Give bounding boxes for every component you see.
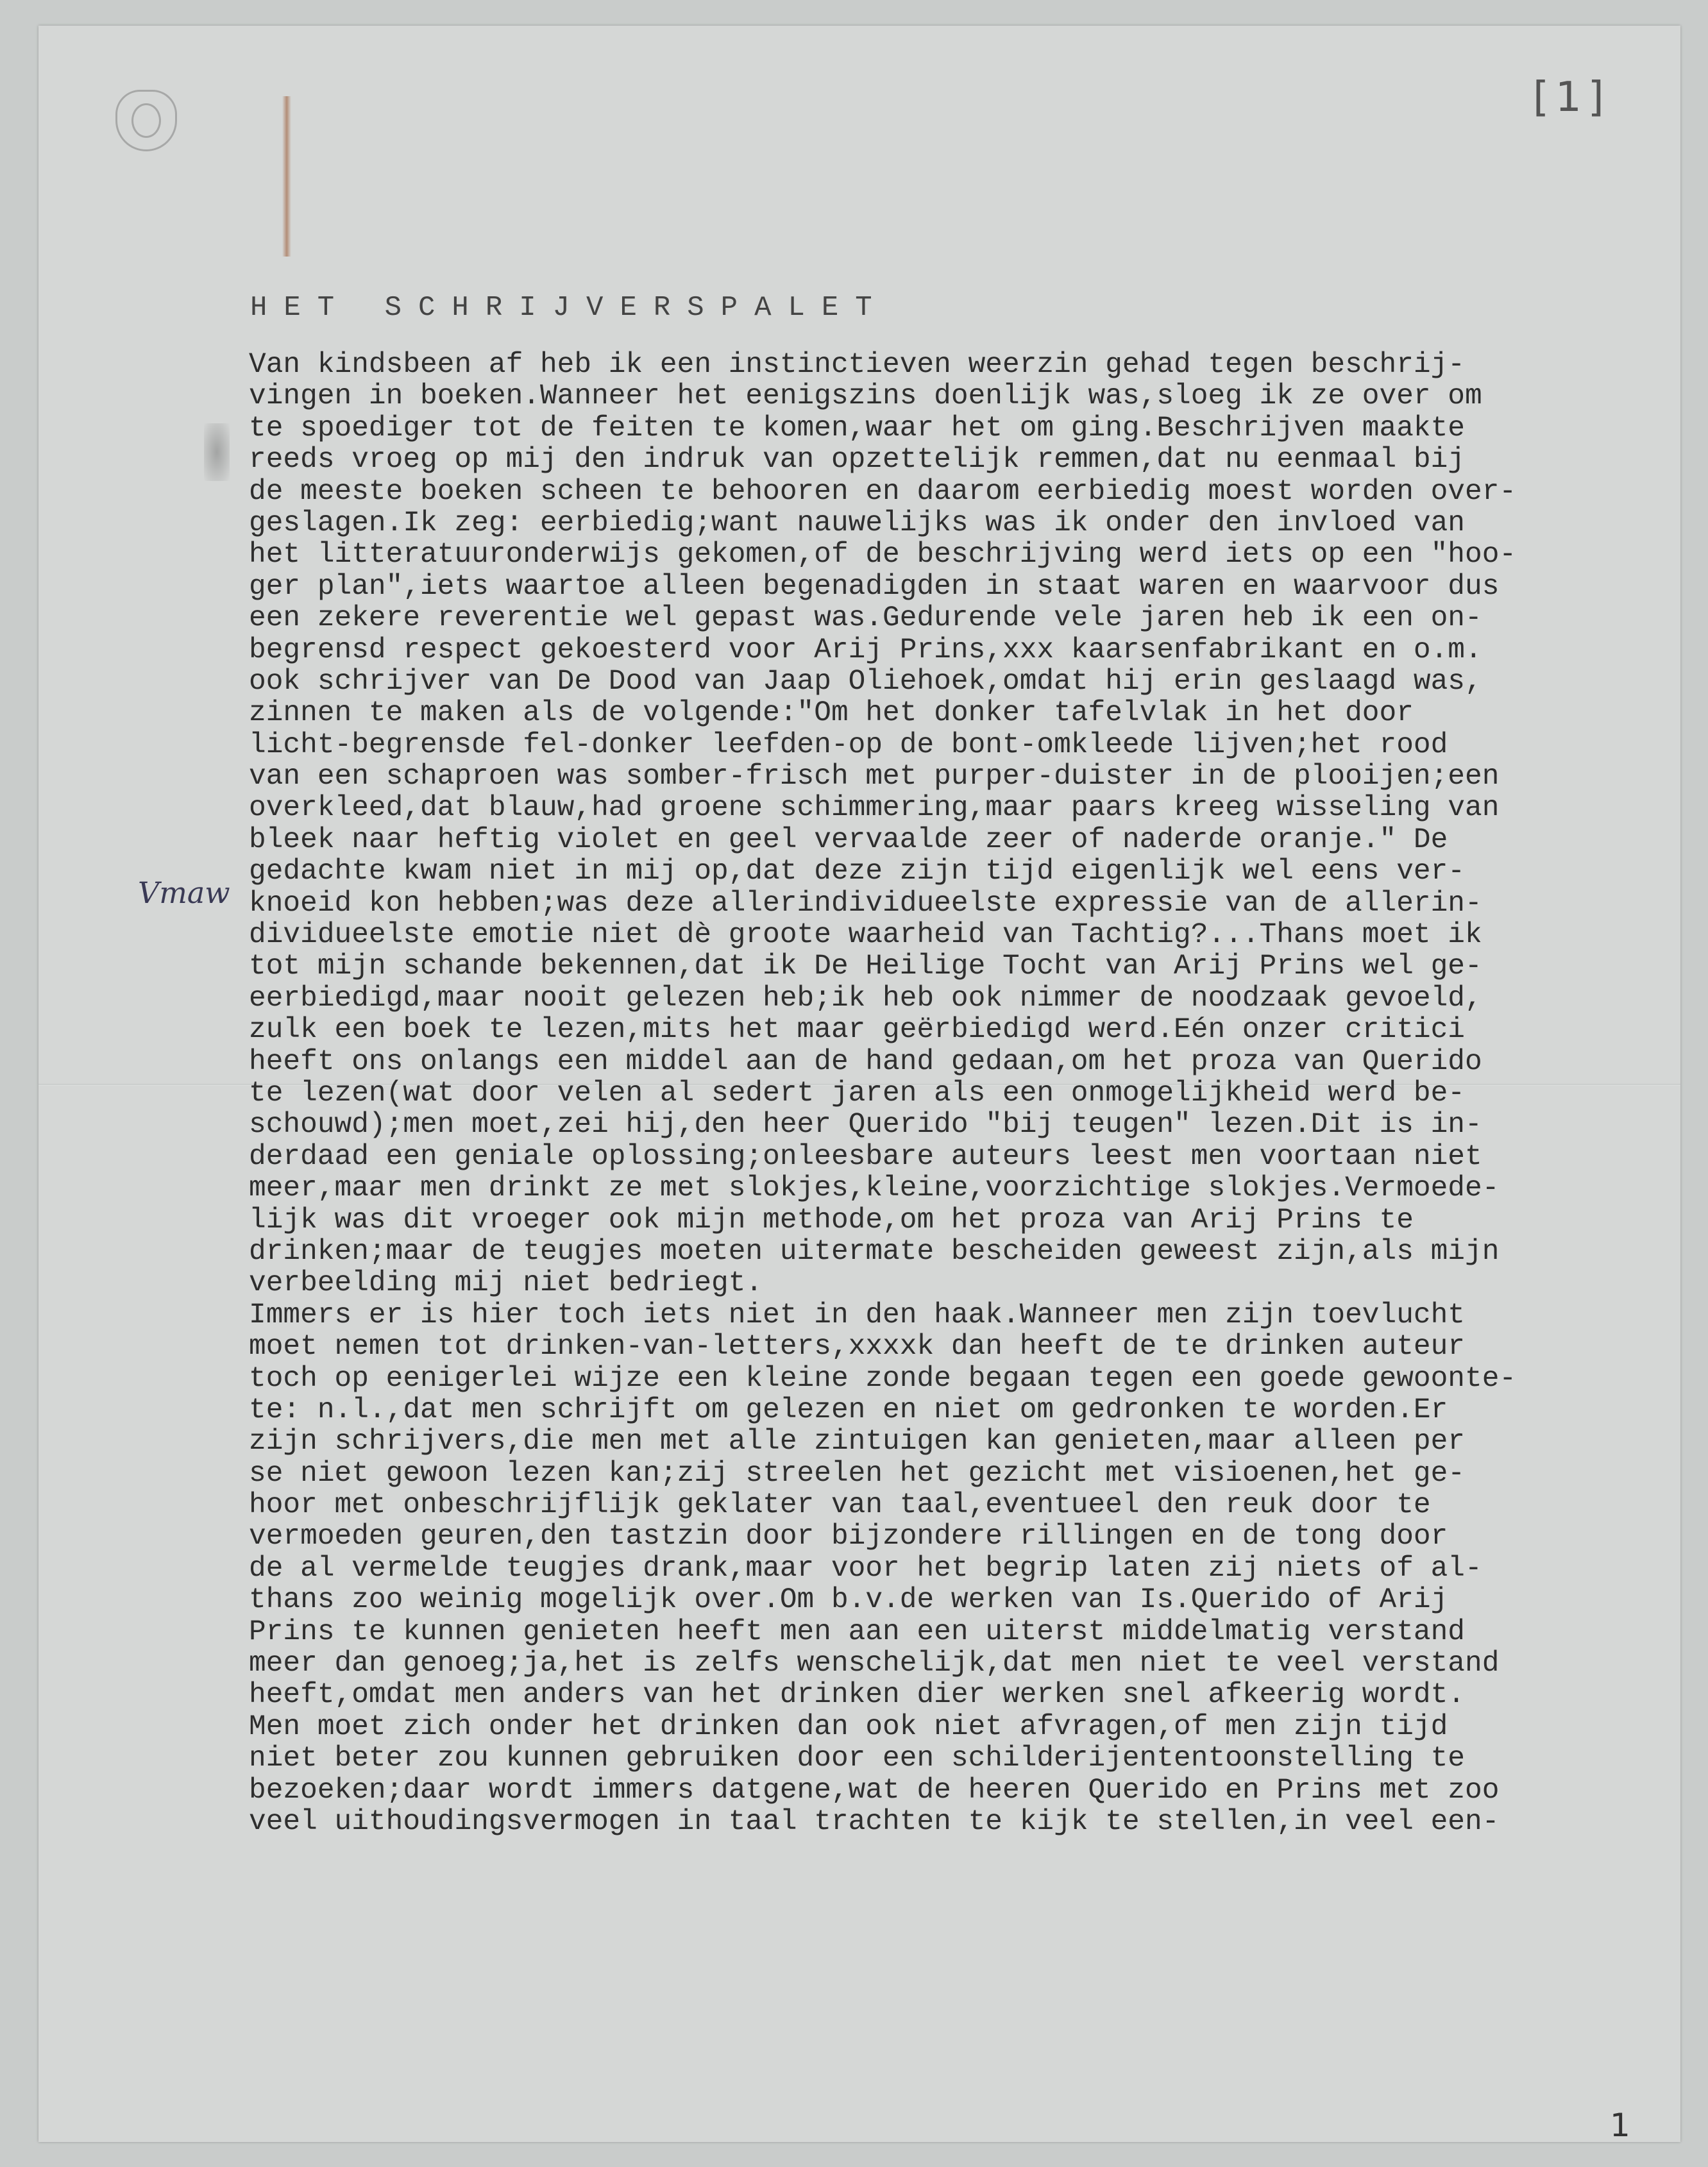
text-line: zulk een boek te lezen,mits het maar geërbiedigd werd.Eén onzer critici xyxy=(249,1014,1466,1047)
text-line: hoor met onbeschrijflijk geklater van taal,eventueel den reuk door te xyxy=(249,1489,1431,1522)
text-line: tot mijn schande bekennen,dat ik De Heilige Tocht van Arij Prins wel ge- xyxy=(249,950,1482,983)
text-line: verbeelding mij niet bedriegt. xyxy=(249,1267,763,1300)
text-line: een zekere reverentie wel gepast was.Gedurende vele jaren heb ik een on- xyxy=(249,602,1482,635)
text-line: knoeid kon hebben;was deze allerindividueelste expressie van de allerin- xyxy=(249,887,1482,920)
text-line: reeds vroeg op mij den indruk van opzettelijk remmen,dat nu eenmaal bij xyxy=(249,444,1466,476)
text-line: derdaad een geniale oplossing;onleesbare auteurs leest men voortaan niet xyxy=(249,1140,1482,1173)
text-line: schouwd);men moet,zei hij,den heer Querido "bij teugen" lezen.Dit is in- xyxy=(249,1109,1482,1142)
text-line: licht-begrensde fel-donker leefden-op de bont-omkleede lijven;het rood xyxy=(249,729,1448,761)
text-line: Van kindsbeen af heb ik een instinctieven weerzin gehad tegen beschrij- xyxy=(249,349,1466,381)
typescript-body xyxy=(249,350,1647,1838)
ink-smudge xyxy=(204,423,230,481)
text-line: de al vermelde teugjes drank,maar voor het begrip laten zij niets of al- xyxy=(249,1552,1482,1585)
document-title: HET SCHRIJVERSPALET xyxy=(250,292,889,324)
text-line: dividueelste emotie niet dè groote waarheid van Tachtig?...Thans moet ik xyxy=(249,919,1482,952)
text-line: Prins te kunnen genieten heeft men aan een uiterst middelmatig verstand xyxy=(249,1615,1466,1648)
paragraph-1 xyxy=(249,350,1647,1300)
text-line: lijk was dit vroeger ook mijn methode,om het proza van Arij Prins te xyxy=(249,1204,1414,1236)
paragraph-2 xyxy=(249,1300,1647,1839)
text-line: drinken;maar de teugjes moeten uitermate bescheiden geweest zijn,als mijn xyxy=(249,1235,1500,1268)
text-line: thans zoo weinig mogelijk over.Om b.v.de werken van Is.Querido of Arij xyxy=(249,1584,1448,1617)
text-line: overkleed,dat blauw,had groene schimmering,maar paars kreeg wisseling van xyxy=(249,792,1500,825)
text-line: heeft ons onlangs een middel aan de hand gedaan,om het proza van Querido xyxy=(249,1045,1482,1078)
text-line: zinnen te maken als de volgende:"Om het donker tafelvlak in het door xyxy=(249,697,1414,730)
text-line: te lezen(wat door velen al sedert jaren als een onmogelijkheid werd be- xyxy=(249,1077,1466,1109)
margin-note: Vmaw xyxy=(138,875,230,910)
text-line: niet beter zou kunnen gebruiken door een schilderijententoonstelling te xyxy=(249,1742,1466,1775)
text-line: vingen in boeken.Wanneer het eenigszins doenlijk was,sloeg ik ze over om xyxy=(249,380,1482,413)
text-line: het litteratuuronderwijs gekomen,of de beschrijving werd iets op een "hoo- xyxy=(249,539,1517,571)
text-line: ook schrijver van De Dood van Jaap Oliehoek,omdat hij erin geslaagd was, xyxy=(249,665,1482,698)
text-line: moet nemen tot drinken-van-letters,xxxxk dan heeft de te drinken auteur xyxy=(249,1331,1466,1363)
text-line: ger plan",iets waartoe alleen begenadigden in staat waren en waarvoor dus xyxy=(249,570,1500,603)
text-line: te spoediger tot de feiten te komen,waar het om ging.Beschrijven maakte xyxy=(249,412,1466,444)
text-line: Men moet zich onder het drinken dan ook niet afvragen,of men zijn tijd xyxy=(249,1710,1448,1743)
text-line: heeft,omdat men anders van het drinken dier werken snel afkeerig wordt. xyxy=(249,1679,1466,1712)
rust-stain xyxy=(282,96,291,257)
text-line: Immers er is hier toch iets niet in den haak.Wanneer men zijn toevlucht xyxy=(249,1299,1466,1331)
page-number-mark: [1] xyxy=(1533,74,1611,121)
text-line: van een schaproen was somber-frisch met purper-duister in de plooijen;een xyxy=(249,761,1500,793)
text-line: de meeste boeken scheen te behooren en daarom eerbiedig moest worden over- xyxy=(249,475,1517,508)
text-line: meer,maar men drinkt ze met slokjes,kleine,voorzichtige slokjes.Vermoede- xyxy=(249,1172,1500,1205)
text-line: bleek naar heftig violet en geel vervaalde zeer of naderde oranje." De xyxy=(249,823,1448,856)
text-line: vermoeden geuren,den tastzin door bijzondere rillingen en de tong door xyxy=(249,1521,1448,1553)
text-line: veel uithoudingsvermogen in taal trachten te kijk te stellen,in veel een- xyxy=(249,1805,1500,1838)
text-line: zijn schrijvers,die men met alle zintuigen kan genieten,maar alleen per xyxy=(249,1426,1466,1458)
archive-stamp xyxy=(115,90,177,151)
text-line: gedachte kwam niet in mij op,dat deze zijn tijd eigenlijk wel eens ver- xyxy=(249,856,1466,888)
text-line: geslagen.Ik zeg: eerbiedig;want nauwelijks was ik onder den invloed van xyxy=(249,507,1466,539)
text-line: bezoeken;daar wordt immers datgene,wat de heeren Querido en Prins met zoo xyxy=(249,1774,1500,1807)
text-line: se niet gewoon lezen kan;zij streelen het gezicht met visioenen,het ge- xyxy=(249,1457,1466,1490)
text-line: begrensd respect gekoesterd voor Arij Prins,xxx kaarsenfabrikant en o.m. xyxy=(249,634,1482,666)
text-line: te: n.l.,dat men schrijft om gelezen en niet om gedronken te worden.Er xyxy=(249,1394,1448,1426)
text-line: meer dan genoeg;ja,het is zelfs wenschelijk,dat men niet te veel verstand xyxy=(249,1648,1500,1680)
text-line: toch op eenigerlei wijze een kleine zonde begaan tegen een goede gewoonte- xyxy=(249,1362,1517,1395)
bottom-page-mark: 1 xyxy=(1610,2107,1630,2144)
text-line: eerbiedigd,maar nooit gelezen heb;ik heb ook nimmer de noodzaak gevoeld, xyxy=(249,982,1482,1015)
